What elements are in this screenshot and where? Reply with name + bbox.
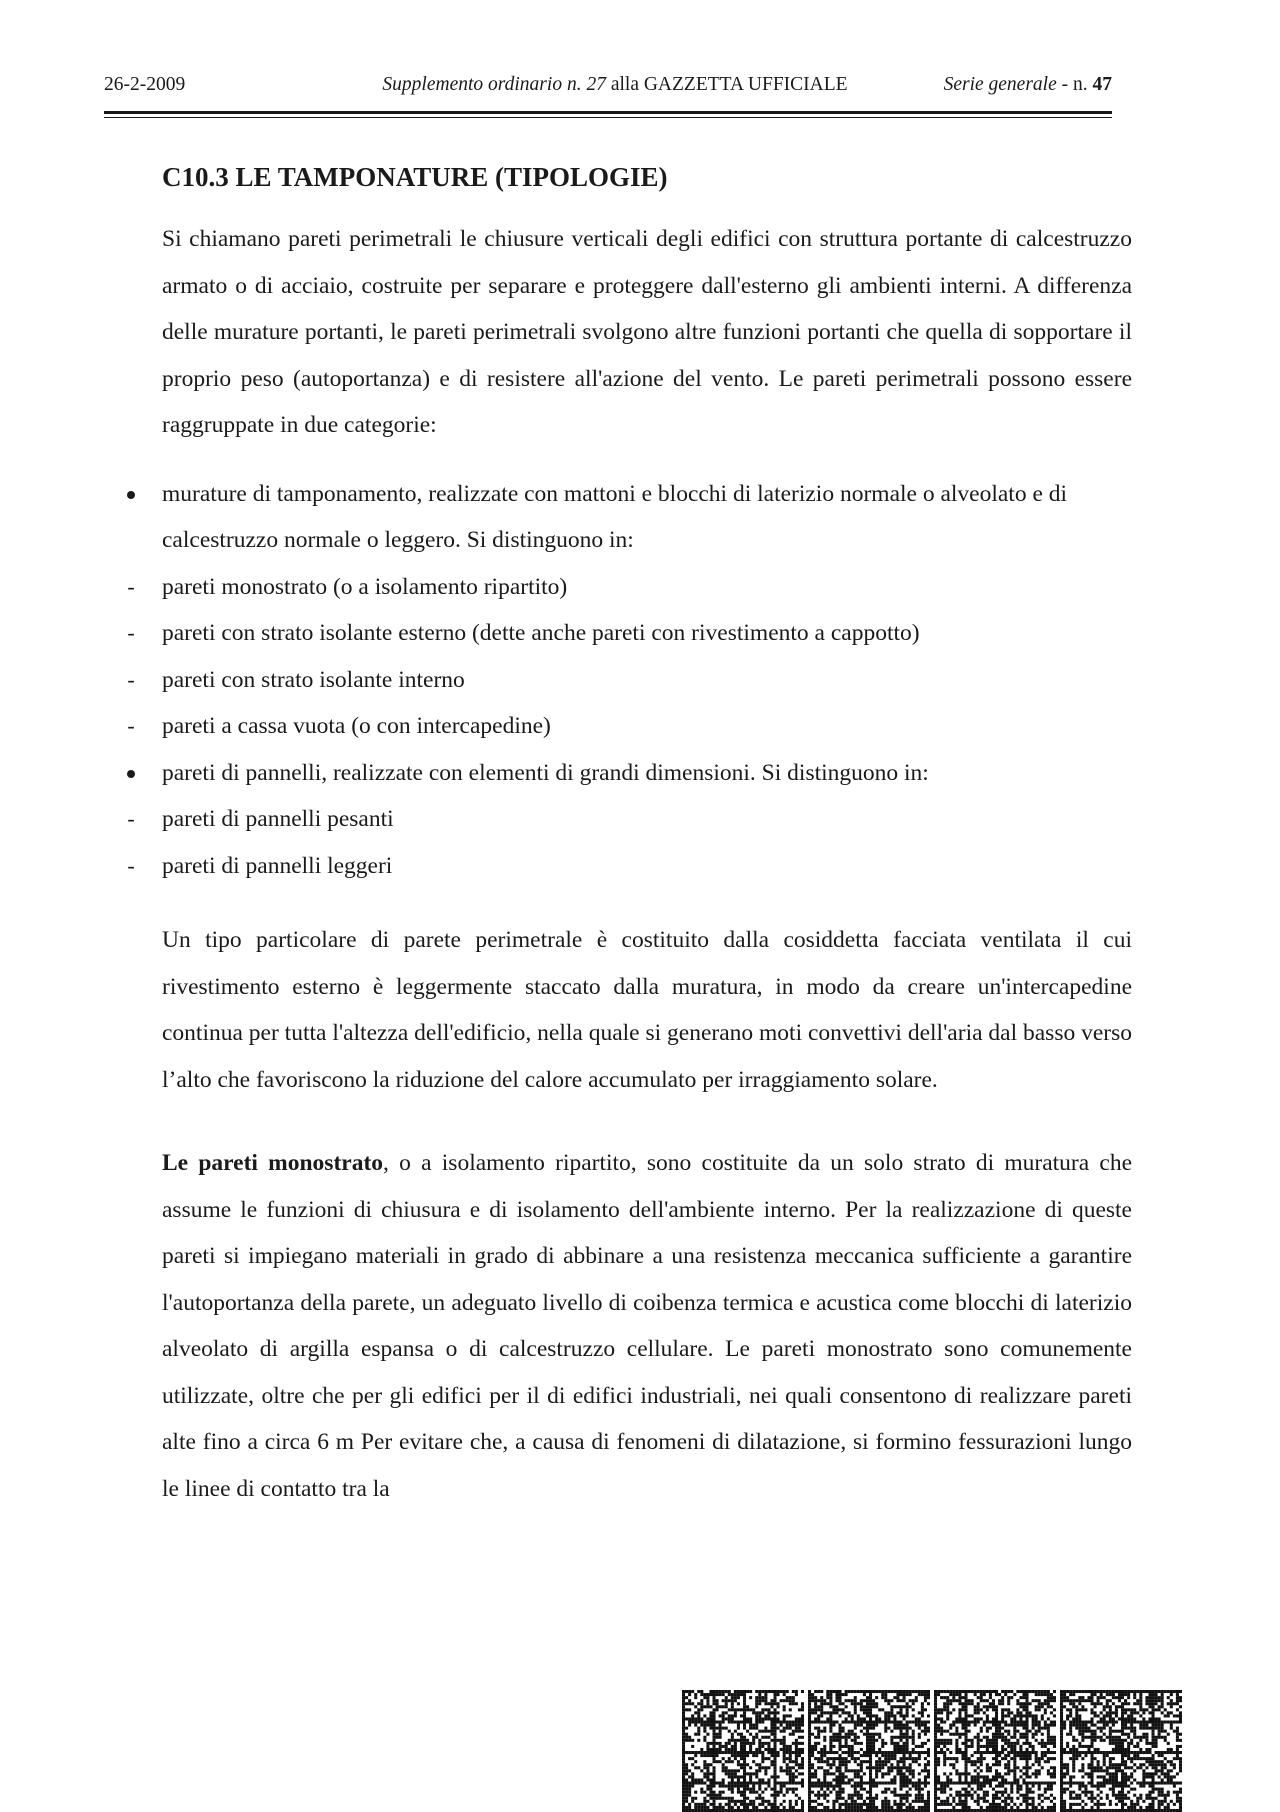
header-series (944, 74, 1112, 96)
list-item (127, 564, 1132, 611)
header-date: 26-2-2009 (104, 74, 186, 95)
list-item-text: pareti monostrato (o a isolamento ripartito) (162, 573, 568, 600)
list-item (162, 750, 1132, 797)
page-content (127, 158, 1133, 1512)
list-item-text: pareti di pannelli, realizzate con elementi di grandi dimensioni. Si distinguono in: (162, 759, 929, 786)
list-marker: - (127, 620, 135, 645)
datamatrix-code-4 (1060, 1690, 1182, 1812)
list-marker: - (127, 806, 135, 831)
list-item (127, 703, 1132, 750)
header-supplement: Supplemento ordinario n. 27 (382, 74, 606, 95)
datamatrix-code-3 (934, 1690, 1056, 1812)
page-header (104, 74, 1112, 100)
list-item-text: pareti con strato isolante esterno (dette anche pareti con rivestimento a cappotto) (162, 620, 920, 646)
header-series-sep: - n. (1056, 74, 1093, 95)
list-item (127, 843, 1132, 890)
list-item-text: pareti con strato isolante interno (162, 666, 465, 693)
datamatrix-code-1 (682, 1690, 804, 1812)
list-marker: - (127, 713, 135, 738)
header-rule-thin (104, 117, 1112, 118)
list-item-text: pareti a cassa vuota (o con intercapedine) (162, 713, 551, 739)
monostrato-text: , o a isolamento ripartito, sono costituite da un solo strato di muratura che assume le funzioni di chiusura e di isolamento dell'ambiente interno. Per la realizzazione di queste pareti si impiegano materiali in grado di abbinare a una resistenza meccanica sufficiente a garantire l'autoportanza della parete, un adeguato livello di coibenza termica e acustica come blocchi di laterizio alveolato di argilla espansa o di calcestruzzo cellulare. Le pareti monostrato sono comunemente utilizzate, oltre che per gli edifici per il di edifici industriali, nei quali consentono di realizzare pareti alte fino a circa 6 m Per evitare che, a causa di fenomeni di dilatazione, si formino fessurazioni lungo le linee di contatto tra la (162, 1150, 1133, 1502)
header-gazette: alla GAZZETTA UFFICIALE (605, 74, 848, 95)
list-item (162, 471, 1132, 564)
list-item (127, 796, 1132, 843)
list-item-text: murature di tamponamento, realizzate con mattoni e blocchi di laterizio normale o alveolato e di calcestruzzo normale o leggero. Si distinguono in: (162, 480, 1068, 553)
facade-paragraph: Un tipo particolare di parete perimetrale è costituito dalla cosiddetta facciata ventilata il cui rivestimento esterno è leggermente staccato dalla muratura, in modo da creare un'intercapedine continua per tutta l'altezza dell'edificio, nella quale si generano moti convettivi dell'aria dal basso verso l’alto che favoriscono la riduzione del calore accumulato per irraggiamento solare. (162, 927, 1132, 1093)
intro-paragraph (162, 216, 1132, 449)
list-item-text: pareti di pannelli pesanti (162, 806, 394, 832)
header-rule-thick (104, 111, 1112, 114)
intro-text: Si chiamano pareti perimetrali le chiusure verticali degli edifici con struttura portante di calcestruzzo armato o di acciaio, costruite per separare e proteggere dall'esterno gli ambienti interni. A differenza delle murature portanti, le pareti perimetrali svolgono altre funzioni portanti che quella di sopportare il proprio peso (autoportanza) e di resistere all'azione del vento. Le pareti perimetrali possono essere raggruppate in due categorie: (162, 226, 1132, 438)
list-item (127, 610, 1132, 657)
monostrato-paragraph (162, 1140, 1132, 1512)
list-marker: - (127, 852, 135, 878)
header-page-number: 47 (1092, 74, 1112, 95)
header-series-label: Serie generale (943, 74, 1057, 95)
list-item (127, 657, 1132, 704)
list-marker: - (127, 573, 135, 599)
monostrato-lead: Le pareti monostrato (162, 1150, 384, 1176)
category-list (127, 471, 1132, 890)
list-item-text: pareti di pannelli leggeri (162, 852, 393, 879)
section-title: C10.3 LE TAMPONATURE (TIPOLOGIE) (162, 162, 668, 192)
datamatrix-code-2 (808, 1690, 930, 1812)
list-marker: - (127, 666, 135, 692)
